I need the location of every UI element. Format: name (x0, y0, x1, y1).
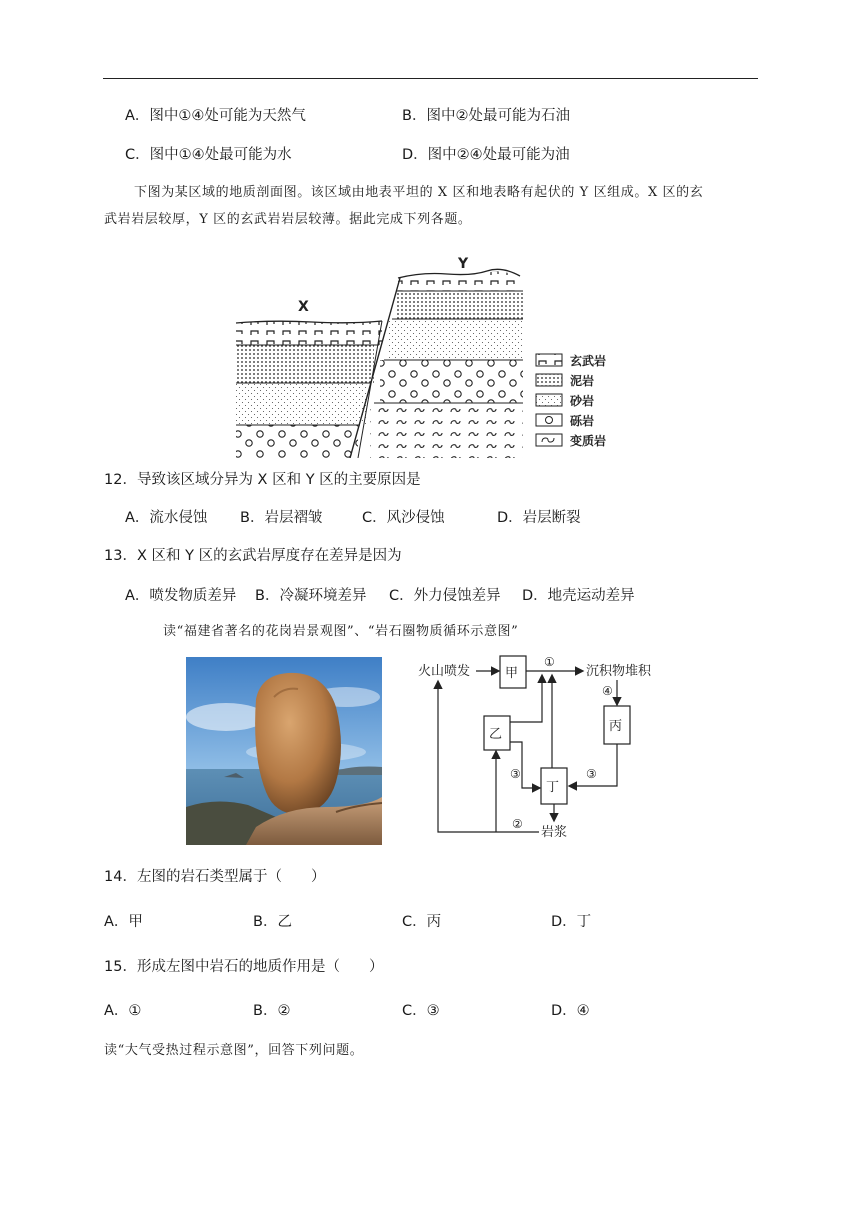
label-y-zone: Y (458, 256, 469, 272)
label-process-2: ② (512, 817, 523, 831)
q15-stem: 15．形成左图中岩石的地质作用是（ ） (104, 959, 384, 975)
q11-option-a: A．图中①④处可能为天然气 (125, 108, 306, 124)
q13-stem: 13．X 区和 Y 区的玄武岩厚度存在差异是因为 (104, 548, 402, 564)
intro-paragraph-2: 读“福建省著名的花岗岩景观图”、“岩石圈物质循环示意图” (163, 624, 519, 639)
rock-cycle-diagram (414, 650, 654, 850)
label-process-3-right: ③ (586, 767, 597, 781)
label-process-4: ④ (602, 684, 613, 698)
label-yi: 乙 (489, 727, 503, 742)
legend-basalt: 玄武岩 (570, 354, 607, 368)
q14-stem: 14．左图的岩石类型属于（ ） (104, 869, 326, 885)
q13-option-b: B．冷凝环境差异 (255, 588, 367, 604)
q15-option-c: C．③ (402, 1003, 440, 1019)
q14-option-c: C．丙 (402, 914, 442, 930)
q13-option-a: A．喷发物质差异 (125, 588, 237, 604)
label-ding: 丁 (546, 780, 560, 795)
intro-paragraph-line-1: 下图为某区域的地质剖面图。该区域由地表平坦的 X 区和地表略有起伏的 Y 区组成。X 区的玄 (134, 185, 704, 200)
label-x-zone: X (298, 299, 309, 315)
q11-option-b: B．图中②处最可能为石油 (402, 108, 570, 124)
q15-option-b: B．② (253, 1003, 291, 1019)
q12-option-a: A．流水侵蚀 (125, 510, 208, 526)
intro-paragraph-line-2: 武岩岩层较厚，Y 区的玄武岩岩层较薄。据此完成下列各题。 (104, 212, 472, 227)
legend-sandstone: 砂岩 (570, 394, 595, 408)
label-process-1: ① (544, 655, 555, 669)
header-rule (103, 78, 758, 79)
rock-legend (536, 353, 606, 448)
legend-metamorphic: 变质岩 (570, 434, 607, 448)
q11-option-c: C．图中①④处最可能为水 (125, 147, 292, 163)
label-jia: 甲 (505, 666, 519, 681)
q13-option-d: D．地壳运动差异 (522, 588, 635, 604)
geologic-cross-section-diagram (232, 248, 632, 458)
q12-option-c: C．风沙侵蚀 (362, 510, 445, 526)
q14-option-b: B．乙 (253, 914, 292, 930)
granite-landscape-photo (186, 657, 382, 845)
q14-option-d: D．丁 (551, 914, 592, 930)
node-volcanic-eruption: 火山喷发 (418, 664, 471, 679)
q12-option-d: D．岩层断裂 (497, 510, 581, 526)
q15-option-d: D．④ (551, 1003, 590, 1019)
q13-option-c: C．外力侵蚀差异 (389, 588, 501, 604)
q12-option-b: B．岩层褶皱 (240, 510, 323, 526)
q15-option-a: A．① (104, 1003, 142, 1019)
q14-option-a: A．甲 (104, 914, 143, 930)
legend-conglomerate: 砾岩 (570, 414, 595, 428)
node-sediment-accumulation: 沉积物堆积 (586, 664, 652, 679)
q12-stem: 12．导致该区域分异为 X 区和 Y 区的主要原因是 (104, 472, 421, 488)
label-process-3-left: ③ (510, 767, 521, 781)
q11-option-d: D．图中②④处最可能为油 (402, 147, 570, 163)
intro-paragraph-3: 读“大气受热过程示意图”，回答下列问题。 (104, 1043, 364, 1058)
legend-mudstone: 泥岩 (570, 374, 595, 388)
node-magma: 岩浆 (541, 825, 568, 840)
label-bing: 丙 (609, 719, 623, 734)
